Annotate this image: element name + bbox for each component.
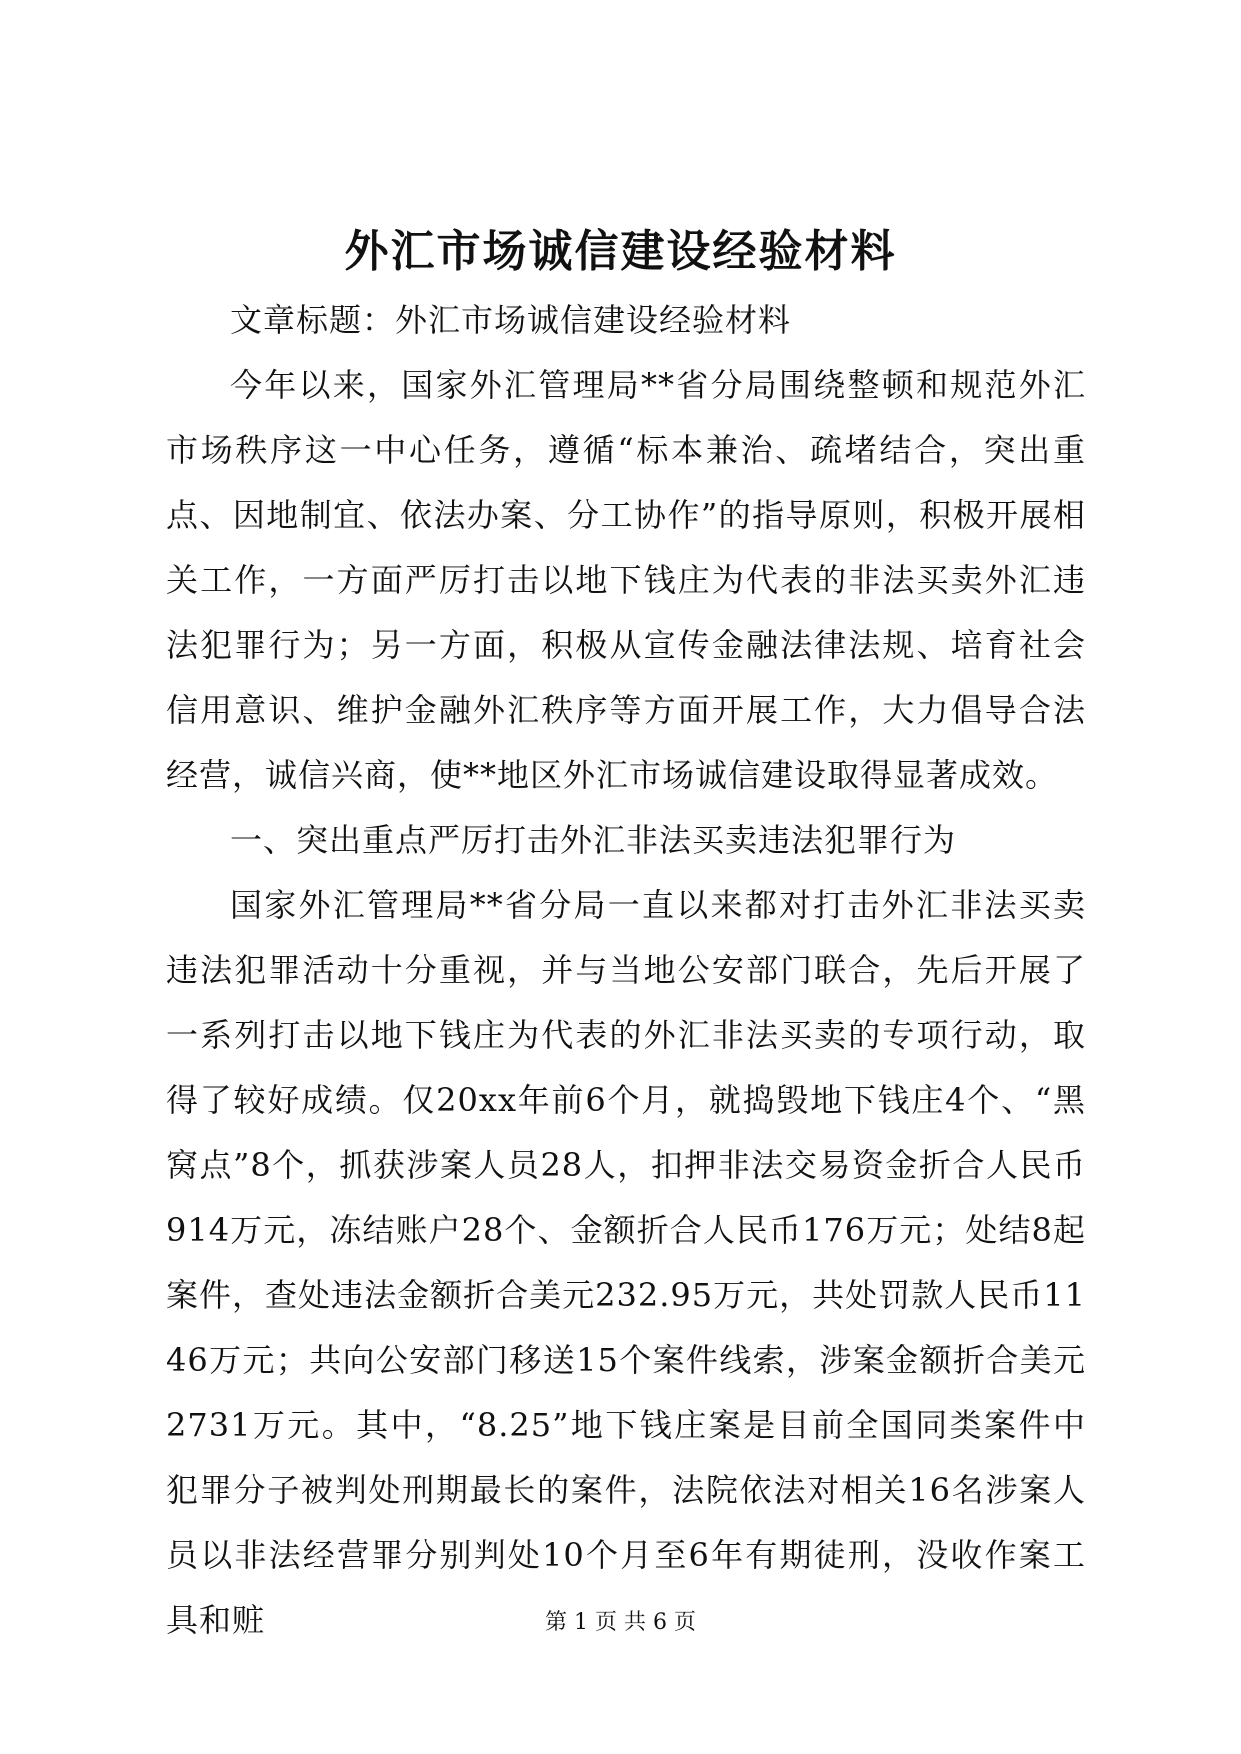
page-number-footer: 第 1 页 共 6 页 — [545, 1610, 696, 1635]
section-heading-1: 一、突出重点严厉打击外汇非法买卖违法犯罪行为 — [230, 821, 957, 859]
document-title: 外汇市场诚信建设经验材料 — [344, 226, 897, 277]
section-1-paragraph: 国家外汇管理局**省分局一直以来都对打击外汇非法买卖违法犯罪活动十分重视，并与当地公安部门联合，先后开展了一系列打击以地下钱庄为代表的外汇非法买卖的专项行动，取得了较好成绩。仅20xx年前6个月，就捣毁地下钱庄4个、“黑窝点”8个，抓获涉案人员28人，扣押非法交易资金折合人民币914万元，冻结账户28个、金额折合人民币176万元；处结8起案件，查处违法金额折合美元232.95万元，共处罚款人民币1146万元；共向公安部门移送15个案件线索，涉案金额折合美元2731万元。其中，“8.25”地下钱庄案是目前全国同类案件中犯罪分子被判处刑期最长的案件，法院依法对相关16名涉案人员以非法经营罪分别判处10个月至6年有期徒刑，没收作案工具和赃 — [166, 886, 1086, 1639]
article-title-line: 文章标题：外汇市场诚信建设经验材料 — [230, 301, 792, 339]
intro-paragraph: 今年以来，国家外汇管理局**省分局围绕整顿和规范外汇市场秩序这一中心任务，遵循“标本兼治、疏堵结合，突出重点、因地制宜、依法办案、分工协作”的指导原则，积极开展相关工作，一方面严厉打击以地下钱庄为代表的非法买卖外汇违法犯罪行为；另一方面，积极从宣传金融法律法规、培育社会信用意识、维护金融外汇秩序等方面开展工作，大力倡导合法经营，诚信兴商，使**地区外汇市场诚信建设取得显著成效。 — [166, 366, 1086, 794]
document-body — [166, 288, 1086, 1653]
